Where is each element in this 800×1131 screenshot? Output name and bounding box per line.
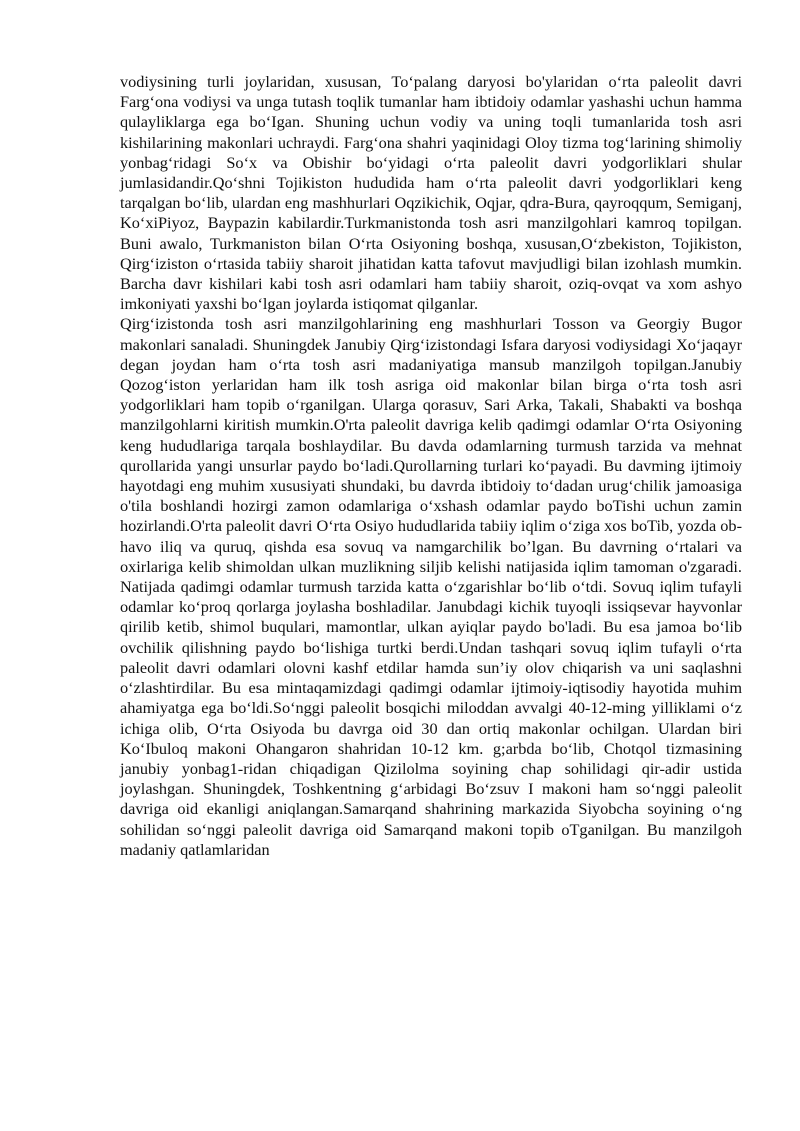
document-page xyxy=(120,72,742,860)
paragraph-1: vodiysining turli joylaridan, xususan, To‘palang daryosi bo'ylaridan o‘rta paleolit davri Farg‘ona vodiysi va unga tutash toqlik tumanlar ham ibtidoiy odamlar yashashi uchun hamma qulayliklarga ega bo‘Igan. Shuning uchun vodiy va uning toqli tumanlarida tosh asri kishilarining makonlari uchraydi. Farg‘ona shahri yaqinidagi Oloy tizma tog‘larining shimoliy yonbag‘ridagi So‘x va Obishir bo‘yidagi o‘rta paleolit davri yodgorliklari shular jumlasidandir.Qo‘shni Tojikiston hududida ham o‘rta paleolit davri yodgorliklari keng tarqalgan bo‘lib, ulardan eng mashhurlari Oqzikichik, Oqjar, qdra-Bura, qayroqqum, Semiganj, Ko‘xiPiyoz, Baypazin kabilardir.Turkmanistonda tosh asri manzilgohlari kamroq topilgan. Buni awalo, Turkmaniston bilan O‘rta Osiyoning boshqa, xususan,O‘zbekiston, Tojikiston, Qirg‘iziston o‘rtasida tabiiy sharoit jihatidan katta tafovut mavjudligi bilan izohlash mumkin. Barcha davr kishilari kabi tosh asri odamlari ham tabiiy sharoit, oziq-ovqat va xom ashyo imkoniyati yaxshi bo‘lgan joylarda istiqomat qilganlar. xyxy=(120,72,742,314)
paragraph-2: Qirg‘izistonda tosh asri manzilgohlarining eng mashhurlari Tosson va Georgiy Bugor makonlari sanaladi. Shuningdek Janubiy Qirg‘izistondagi Isfara daryosi vodiysidagi Xo‘jaqayr degan joydan ham o‘rta tosh asri madaniyatiga mansub manzilgoh topilgan.Janubiy Qozog‘iston yerlaridan ham ilk tosh asriga oid makonlar bilan birga o‘rta tosh asri yodgorliklari ham topib o‘rganilgan. Ularga qorasuv, Sari Arka, Takali, Shabakti va boshqa manzilgohlarni kiritish mumkin.O'rta paleolit davriga kelib qadimgi odamlar O‘rta Osiyoning keng hududlariga tarqala boshlaydilar. Bu davda odamlarning turmush tarzida va mehnat qurollarida yangi unsurlar paydo bo‘ladi.Qurollarning turlari ko‘payadi. Bu davming ijtimoiy hayotdagi eng muhim xususiyati shundaki, bu davrda ibtidoiy to‘dadan urug‘chilik jamoasiga o'tila boshlandi hozirgi zamon odamlariga o‘xshash odamlar paydo boTishi uchun zamin hozirlandi.O'rta paleolit davri O‘rta Osiyo hududlarida tabiiy iqlim o‘ziga xos boTib, yozda ob-havo iliq va quruq, qishda esa sovuq va namgarchilik bo’lgan. Bu davrning o‘rtalari va oxirlariga kelib shimoldan ulkan muzlikning siljib kelishi natijasida iqlim tamoman o'zgaradi. Natijada qadimgi odamlar turmush tarzida katta o‘zgarishlar bo‘lib o‘tdi. Sovuq iqlim tufayli odamlar ko‘proq qorlarga joylasha boshladilar. Janubdagi kichik tuyoqli issiqsevar hayvonlar qirilib ketib, shimol buqulari, mamontlar, ulkan ayiqlar paydo bo'ladi. Bu esa jamoa bo‘lib ovchilik qilishning paydo bo‘lishiga turtki berdi.Undan tashqari sovuq iqlim tufayli o‘rta paleolit davri odamlari olovni kashf etdilar hamda sun’iy olov chiqarish va uni saqlashni o‘zlashtirdilar. Bu esa mintaqamizdagi qadimgi odamlar ijtimoiy-iqtisodiy hayotida muhim ahamiyatga ega bo‘ldi.So‘nggi paleolit bosqichi miloddan avvalgi 40-12-ming yilliklami o‘z ichiga olib, O‘rta Osiyoda bu davrga oid 30 dan ortiq makonlar ochilgan. Ulardan biri Ko‘Ibuloq makoni Ohangaron shahridan 10-12 km. g;arbda bo‘lib, Chotqol tizmasining janubiy yonbag1-ridan chiqadigan Qizilolma soyining chap sohilidagi qir-adir ustida joylashgan. Shuningdek, Toshkentning g‘arbidagi Bo‘zsuv I makoni ham so‘nggi paleolit davriga oid ekanligi aniqlangan.Samarqand shahrining markazida Siyobcha soyining o‘ng sohilidan so‘nggi paleolit davriga oid Samarqand makoni topib oTganilgan. Bu manzilgoh madaniy qatlamlaridan xyxy=(120,314,742,859)
